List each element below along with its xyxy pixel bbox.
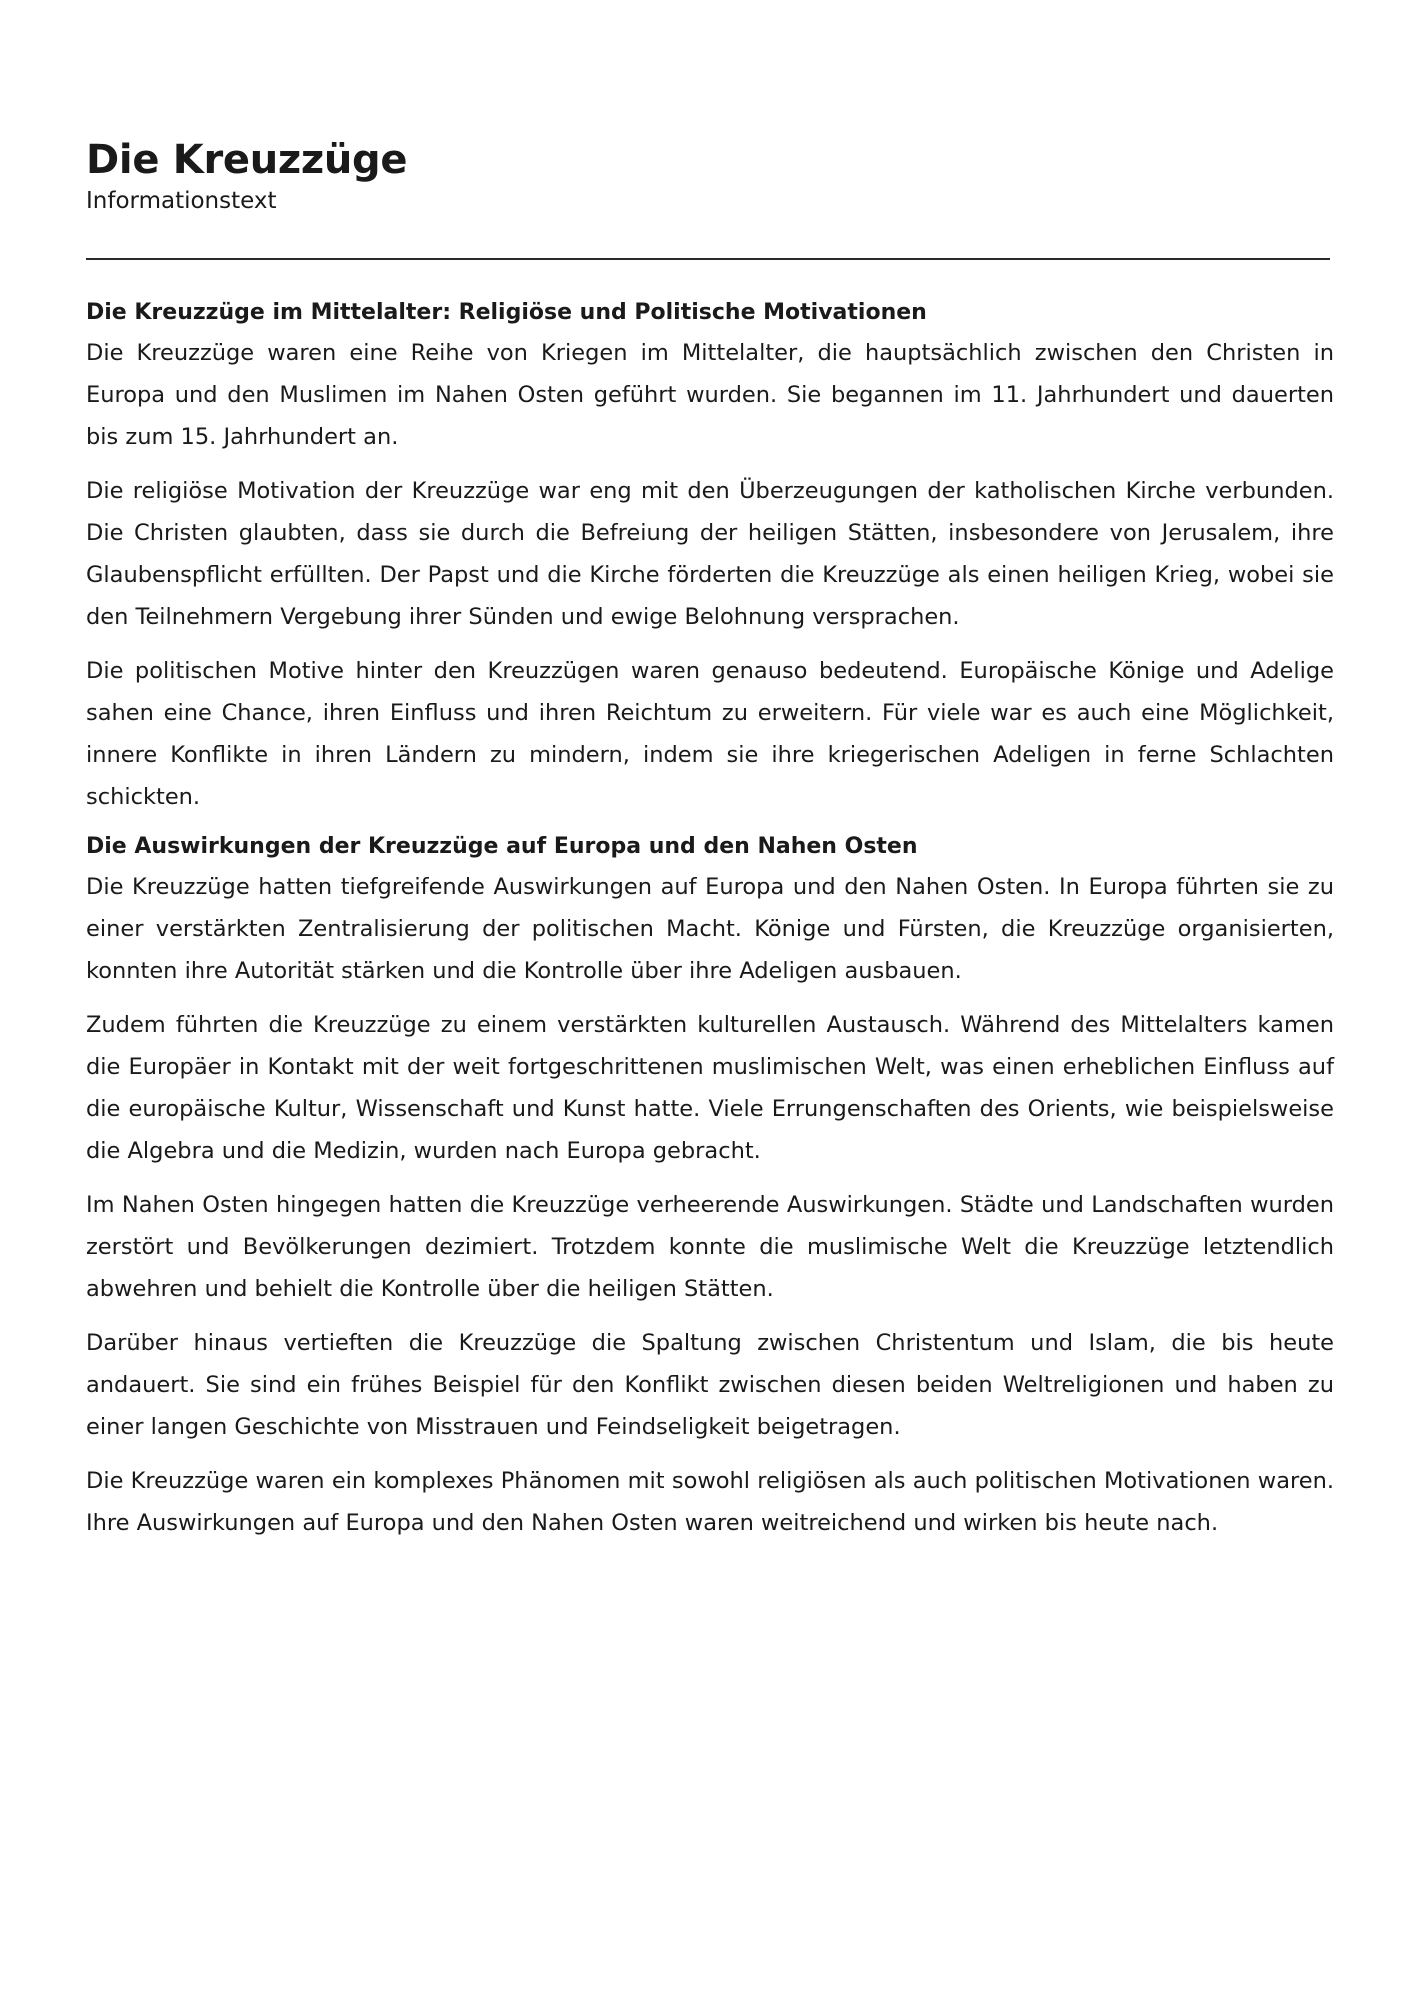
page-subtitle: Informationstext <box>86 188 277 214</box>
document-page <box>86 136 1334 1556</box>
section-heading-motivations: Die Kreuzzüge im Mittelalter: Religiöse und Politische Motivationen <box>86 300 927 325</box>
paragraph: Zudem führten die Kreuzzüge zu einem verstärkten kulturellen Austausch. Während des Mittelalters kamen die Europäer in Kontakt mit der weit fortgeschrittenen muslimischen Welt, was einen erheblichen Einfluss auf die europäische Kultur, Wissenschaft und Kunst hatte. Viele Errungenschaften des Orients, wie beispielsweise die Algebra und die Medizin, wurden nach Europa gebracht. <box>86 1012 1334 1164</box>
paragraph: Die politischen Motive hinter den Kreuzzügen waren genauso bedeutend. Europäische Könige und Adelige sahen eine Chance, ihren Einfluss und ihren Reichtum zu erweitern. Für viele war es auch eine Möglichkeit, innere Konflikte in ihren Ländern zu mindern, indem sie ihre kriegerischen Adeligen in ferne Schlachten schickten. <box>86 658 1334 810</box>
paragraph: Die Kreuzzüge waren ein komplexes Phänomen mit sowohl religiösen als auch politischen Motivationen waren. Ihre Auswirkungen auf Europa und den Nahen Osten waren weitreichend und wirken bis heute nach. <box>86 1468 1334 1536</box>
paragraph: Die Kreuzzüge waren eine Reihe von Kriegen im Mittelalter, die hauptsächlich zwischen den Christen in Europa und den Muslimen im Nahen Osten geführt wurden. Sie begannen im 11. Jahrhundert und dauerten bis zum 15. Jahrhundert an. <box>86 340 1334 450</box>
title-divider <box>86 258 1330 260</box>
paragraph: Im Nahen Osten hingegen hatten die Kreuzzüge verheerende Auswirkungen. Städte und Landschaften wurden zerstört und Bevölkerungen dezimiert. Trotzdem konnte die muslimische Welt die Kreuzzüge letztendlich abwehren und behielt die Kontrolle über die heiligen Stätten. <box>86 1192 1334 1302</box>
paragraph: Darüber hinaus vertieften die Kreuzzüge die Spaltung zwischen Christentum und Islam, die bis heute andauert. Sie sind ein frühes Beispiel für den Konflikt zwischen diesen beiden Weltreligionen und haben zu einer langen Geschichte von Misstrauen und Feindseligkeit beigetragen. <box>86 1330 1334 1440</box>
paragraph: Die Kreuzzüge hatten tiefgreifende Auswirkungen auf Europa und den Nahen Osten. In Europa führten sie zu einer verstärkten Zentralisierung der politischen Macht. Könige und Fürsten, die Kreuzzüge organisierten, konnten ihre Autorität stärken und die Kontrolle über ihre Adeligen ausbauen. <box>86 874 1334 984</box>
page-title: Die Kreuzzüge <box>86 137 408 183</box>
paragraph: Die religiöse Motivation der Kreuzzüge war eng mit den Überzeugungen der katholischen Kirche verbunden. Die Christen glaubten, dass sie durch die Befreiung der heiligen Stätten, insbesondere von Jerusalem, ihre Glaubenspflicht erfüllten. Der Papst und die Kirche förderten die Kreuzzüge als einen heiligen Krieg, wobei sie den Teilnehmern Vergebung ihrer Sünden und ewige Belohnung versprachen. <box>86 478 1334 630</box>
section-heading-impacts: Die Auswirkungen der Kreuzzüge auf Europa und den Nahen Osten <box>86 834 918 859</box>
